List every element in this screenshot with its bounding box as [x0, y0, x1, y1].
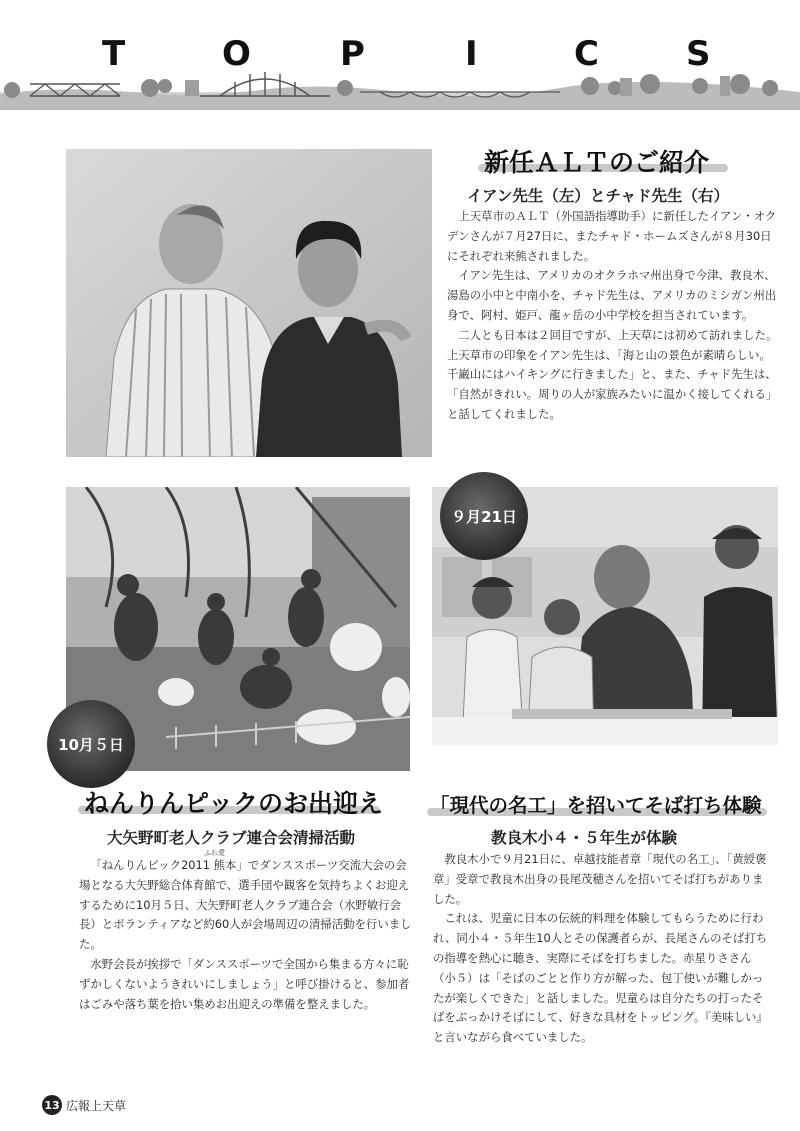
page-number: 13: [42, 1095, 62, 1115]
date-badge: 10月５日: [47, 700, 135, 788]
header-letter-i: I: [465, 34, 478, 74]
alt-article-body: [447, 207, 779, 425]
header-letter-t: T: [102, 34, 126, 74]
paragraph: 二人とも日本は２回目ですが、上天草には初めて訪れました。上天草市の印象をイアン先生は、「海と山の景色が素晴らしい。千巌山にはハイキングに行きました」と、また、チャド先生は、「自然がきれい。周りの人が家族みたいに温かく接してくれる」と話してくれました。: [447, 327, 778, 421]
alt-article-title: 新任ＡＬＴのご紹介: [484, 148, 710, 177]
alt-article-subtitle: イアン先生（左）とチャド先生（右）: [467, 187, 729, 205]
nenrinpic-article-subtitle: 大矢野町老人クラブ連合会清掃活動: [107, 829, 356, 847]
soba-article-title: 「現代の名工」を招いてそば打ち体験: [430, 794, 762, 817]
nenrinpic-article-body: [79, 849, 412, 1014]
topics-header: [0, 0, 800, 110]
paragraph: これは、児童に日本の伝統的料理を体験してもらうために行われ、同小４・５年生10人とその保護者らが、長尾さんのそば打ちの指導を熱心に聴き、実際にそばを打ちました。赤星りささん（小５）は「そばのごとと作り方が解った、包丁使いが難しかったが楽しくできた」と話しました。児童らは自分たちの打ったそばをぶっかけそばにして、好きな具材をトッピング。『美味しい』と言いながら食べていました。: [433, 911, 768, 1045]
magazine-name: 広報上天草: [66, 1098, 127, 1113]
paragraph: イアン先生は、アメリカのオクラホマ州出身で今津、教良木、湯島の小中と中南小を、チャド先生は、アメリカのミシガン州出身で、阿村、姫戸、龍ヶ岳の小中学校を担当されています。: [447, 268, 777, 322]
soba-article-body: [433, 850, 769, 1048]
header-letter-o: O: [222, 34, 251, 74]
ruby-text: ふれ愛: [203, 849, 225, 857]
alt-teachers-photo: [66, 149, 432, 457]
text-fragment: 「ねんりんピック: [90, 858, 182, 872]
paragraph: [79, 849, 412, 955]
paragraph: 教良木小で９月21日に、卓越技能者章「現代の名工」、「黄綬褒章」受章で教良木出身の長尾茂穂さんを招いてそば打ちがありました。: [433, 852, 767, 906]
date-badge: ９月21日: [440, 472, 528, 560]
text-fragment: 」でダンススポーツ交流大会の会場となる大矢野総合体育館で、選手団や観客を気持ちよくお迎えするために10月５日、大矢野町老人クラブ連合会（水野敏行会長）とボランティアなど約60人が会場周辺の清掃活動を行いました。: [79, 858, 412, 952]
header-letter-p: P: [340, 34, 365, 74]
header-letter-s: S: [686, 34, 711, 74]
ruby-annotation: [181, 849, 237, 872]
bridge-skyline-illustration: [0, 62, 800, 110]
paragraph: 水野会長が挨拶で「ダンススポーツで全国から集まる方々に恥ずかしくないようきれいにしましょう」と呼び掛けると、参加者はごみや落ち葉を拾い集めお出迎えの準備を整えました。: [79, 956, 410, 1011]
page-footer: [42, 1093, 126, 1117]
soba-article-subtitle: 教良木小４・５年生が体験: [491, 829, 678, 847]
ruby-base: 2011 熊本: [181, 858, 237, 872]
header-letter-c: C: [574, 34, 599, 74]
paragraph: 上天草市のＡＬＴ（外国語指導助手）に新任したイアン・オクデンさんが７月27日に、またチャド・ホームズさんが８月30日にそれぞれ来熊されました。: [447, 209, 777, 263]
nenrinpic-article-title: ねんりんピックのお出迎え: [84, 789, 384, 818]
